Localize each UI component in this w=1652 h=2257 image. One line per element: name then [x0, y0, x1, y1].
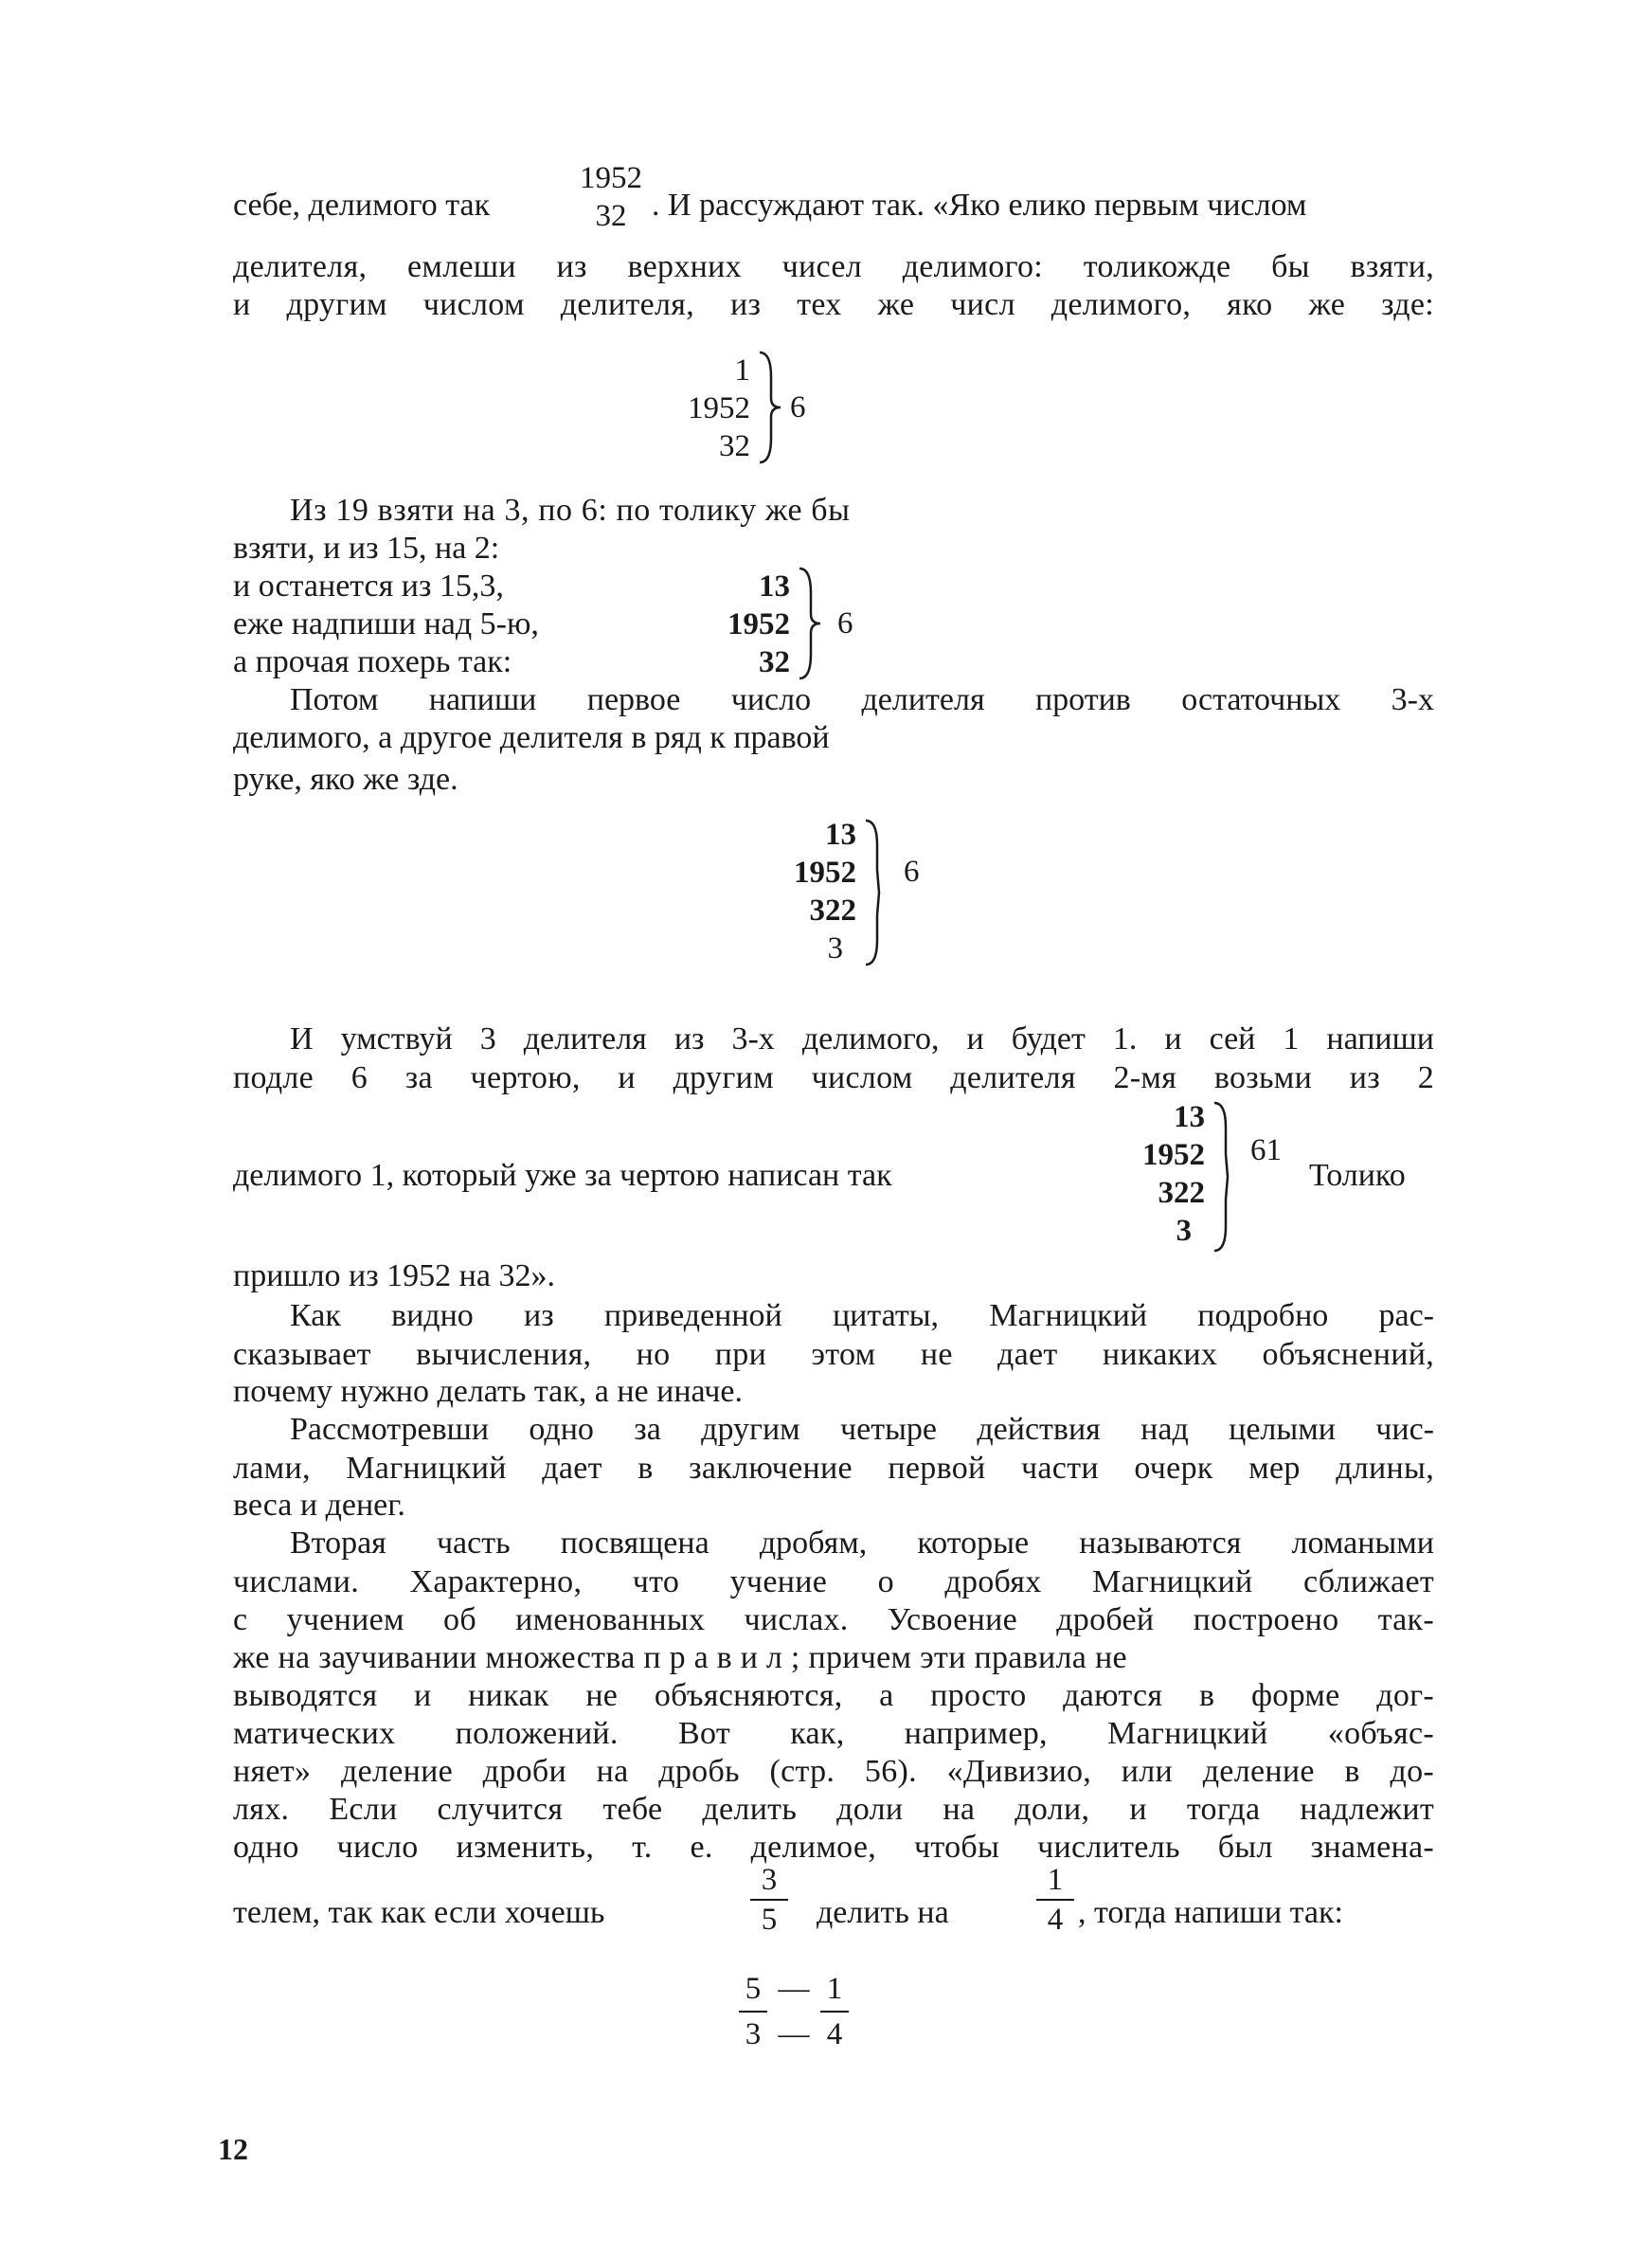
text-line: Вторая часть посвящена дробям, которые называются ломаными: [290, 1526, 1434, 1561]
text-line: лами, Магницкий дает в заключение первой части очерк мер длины,: [233, 1451, 1434, 1486]
text-line: Рассмотревши одно за другим четыре действия над целыми чис-: [290, 1412, 1434, 1447]
fraction-numerator: 3: [761, 1863, 778, 1897]
text-line: одно число изменить, т. е. делимое, чтобы числитель был знамена-: [233, 1830, 1434, 1865]
scheme-row: 32: [759, 645, 790, 679]
fraction-denominator: 32: [595, 199, 627, 233]
scheme-row: 1: [734, 353, 750, 388]
scheme-row: 1952: [1142, 1138, 1205, 1172]
fraction-numerator: 1952: [580, 161, 642, 195]
fraction-denominator: 5: [761, 1903, 778, 1937]
quotient: 6: [837, 606, 853, 641]
scheme-row: 1952: [688, 391, 750, 425]
text-line: числами. Характерно, что учение о дробях Магницкий сближает: [233, 1564, 1434, 1599]
right-brace-icon: [756, 349, 784, 466]
text-line: пришло из 1952 на 32».: [233, 1258, 555, 1293]
text-line: делимого 1, который уже за чертою написан так: [233, 1158, 892, 1193]
fraction-bar: [739, 2011, 767, 2013]
text-line: телем, так как если хочешь: [233, 1895, 605, 1930]
text-line: веса и денег.: [233, 1488, 405, 1523]
text-line: и останется из 15,3,: [233, 569, 504, 604]
spaced-emphasis: правил: [643, 1640, 791, 1675]
text-line: с учением об именованных числах. Усвоение дробей построено так-: [233, 1602, 1434, 1637]
text-line: Как видно из приведенной цитаты, Магницкий подробно рас-: [290, 1298, 1434, 1333]
text-line: Из 19 взяти на 3, по 6: по толику же бы: [290, 493, 851, 528]
right-brace-icon: [796, 565, 824, 682]
text-line: руке, яко же зде.: [233, 762, 458, 797]
scheme-row: 3: [827, 931, 843, 966]
text-span: же на заучивании множества правил; причем эти правила не: [233, 1640, 1127, 1675]
text-line: делителя, емлеши из верхних чисел делимого: толикожде бы взяти,: [233, 249, 1434, 284]
text-line: еже надпиши над 5-ю,: [233, 606, 539, 641]
text-line: подле 6 за чертою, и другим числом делителя 2-мя возьми из 2: [233, 1060, 1434, 1095]
scheme-row: 13: [1174, 1100, 1205, 1134]
scheme-cell: 3: [745, 2017, 762, 2051]
scheme-cell: 1: [826, 1972, 843, 2006]
text-line: сказывает вычисления, но при этом не дает никаких объяснений,: [233, 1337, 1434, 1372]
quotient: 6: [904, 855, 920, 889]
text-line: , тогда напиши так:: [1078, 1895, 1343, 1930]
text-line: Толико: [1309, 1158, 1406, 1193]
quotient: 61: [1250, 1133, 1282, 1167]
text-line: матических положений. Вот как, например, Магницкий «объяс-: [233, 1716, 1434, 1751]
right-brace-icon: [862, 817, 890, 968]
fraction-numerator: 1: [1047, 1863, 1064, 1897]
text-line: а прочая похерь так:: [233, 644, 512, 679]
scheme-dash: —: [778, 2017, 810, 2051]
inline-fraction-3-5: [750, 1863, 788, 1937]
scheme-row: 322: [1158, 1176, 1205, 1210]
scheme-row: 13: [759, 569, 790, 604]
text-line: себе, делимого так: [233, 188, 491, 223]
text-line: няет» деление дроби на дробь (стр. 56). «Дивизио, или деление в до-: [233, 1754, 1434, 1789]
scheme-row: 1952: [727, 607, 790, 641]
text-line: . И рассуждают так. «Яко елико первым числом: [652, 188, 1307, 223]
scheme-row: 3: [1176, 1214, 1192, 1248]
text-line: лях. Если случится тебе делить доли на доли, и тогда надлежит: [233, 1792, 1434, 1827]
text-line: делимого, а другое делителя в ряд к правой: [233, 720, 830, 755]
fraction-bar: [820, 2011, 849, 2013]
scheme-row: 13: [825, 818, 856, 852]
text-line: делить на: [817, 1895, 949, 1930]
inline-fraction-1-4: [1036, 1863, 1074, 1937]
inline-fraction-1952-32: [572, 161, 650, 233]
quotient: 6: [790, 390, 806, 424]
scheme-row: 32: [719, 429, 750, 463]
scheme-row: 322: [809, 894, 856, 928]
text-line: взяти, и из 15, на 2:: [233, 531, 500, 566]
scheme-cell: 5: [745, 1972, 762, 2006]
scheme-cell: 4: [826, 2017, 843, 2051]
scheme-row: 1952: [794, 856, 856, 890]
text-line: [233, 1639, 1434, 1677]
text-line: И умствуй 3 делителя из 3-х делимого, и будет 1. и сей 1 напиши: [290, 1021, 1434, 1056]
page-number: 12: [218, 2132, 248, 2166]
text-line: почему нужно делать так, а не иначе.: [233, 1374, 743, 1409]
text-line: Потом напиши первое число делителя против остаточных 3-х: [290, 682, 1434, 717]
fraction-denominator: 4: [1047, 1903, 1064, 1937]
right-brace-icon: [1211, 1099, 1239, 1255]
text-line: выводятся и никак не объясняются, а просто даются в форме дог-: [233, 1678, 1434, 1713]
text-line: и другим числом делителя, из тех же числ делимого, яко же зде:: [233, 287, 1434, 322]
scheme-dash: —: [778, 1972, 810, 2006]
